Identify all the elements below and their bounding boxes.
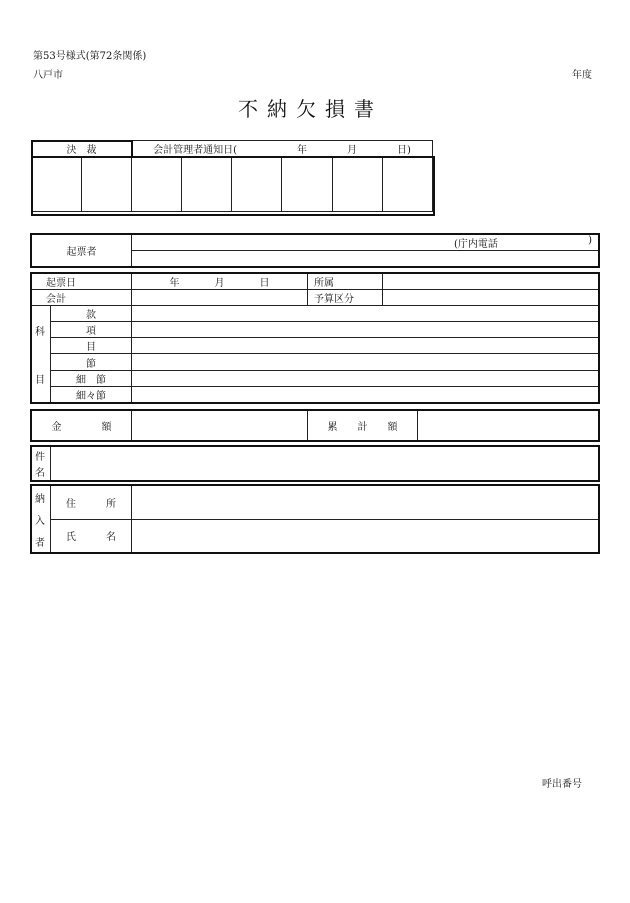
approval-cell[interactable] bbox=[332, 157, 382, 212]
drafter-label: 起票者 bbox=[32, 235, 132, 267]
budget-label: 予算区分 bbox=[308, 290, 383, 306]
phone-field[interactable] bbox=[132, 235, 599, 251]
amount-table bbox=[31, 410, 599, 441]
payer-char: 入 bbox=[35, 515, 45, 527]
subject-item-label: 細 節 bbox=[51, 370, 132, 386]
payer-char: 納 bbox=[35, 493, 45, 505]
decision-label: 決 裁 bbox=[32, 141, 132, 157]
accounting-field[interactable] bbox=[132, 290, 308, 306]
payer-char: 者 bbox=[35, 537, 45, 549]
name-field[interactable] bbox=[132, 519, 599, 553]
subject-field[interactable] bbox=[132, 354, 599, 370]
notice-date-label: 会計管理者通知日( 年 月 日) bbox=[132, 141, 433, 157]
approval-cell[interactable] bbox=[282, 157, 332, 212]
draft-date-field[interactable] bbox=[132, 274, 308, 290]
dept-field[interactable] bbox=[383, 274, 599, 290]
subject-field[interactable] bbox=[132, 386, 599, 402]
subject-field[interactable] bbox=[132, 306, 599, 322]
city-name: 八戸市 bbox=[33, 70, 63, 81]
subject-item-label: 項 bbox=[51, 322, 132, 338]
info-table bbox=[31, 273, 599, 403]
subject-item-label: 細々節 bbox=[51, 386, 132, 402]
matter-char: 名 bbox=[35, 468, 45, 480]
draft-date-label: 起票日 bbox=[32, 274, 132, 290]
address-label: 住 所 bbox=[51, 486, 132, 520]
subject-item-label: 目 bbox=[51, 338, 132, 354]
subject-char: 目 bbox=[35, 374, 45, 386]
phone-close: ) bbox=[588, 235, 592, 246]
approval-cell[interactable] bbox=[32, 157, 82, 212]
budget-field[interactable] bbox=[383, 290, 599, 306]
subject-char: 科 bbox=[35, 326, 45, 338]
subject-item-label: 節 bbox=[51, 354, 132, 370]
payer-header bbox=[32, 486, 51, 553]
amount-label: 金 額 bbox=[32, 411, 132, 441]
matter-field[interactable] bbox=[51, 447, 599, 481]
subject-item-label: 款 bbox=[51, 306, 132, 322]
decision-table bbox=[31, 140, 433, 212]
name-label: 氏 名 bbox=[51, 519, 132, 553]
subject-header bbox=[32, 306, 51, 403]
matter-table bbox=[31, 446, 599, 481]
call-number-label: 呼出番号 bbox=[542, 779, 582, 790]
approval-cell[interactable] bbox=[132, 157, 182, 212]
date-month: 月 bbox=[214, 278, 225, 289]
drafter-table bbox=[31, 234, 599, 267]
phone-label: (庁内電話 bbox=[454, 239, 498, 250]
fiscal-year-label: 年度 bbox=[572, 70, 592, 81]
approval-cell[interactable] bbox=[382, 157, 432, 212]
matter-char: 件 bbox=[35, 451, 45, 463]
drafter-field[interactable] bbox=[132, 251, 599, 267]
subject-field[interactable] bbox=[132, 370, 599, 386]
accounting-label: 会計 bbox=[32, 290, 132, 306]
date-year: 年 bbox=[169, 278, 180, 289]
date-day: 日 bbox=[259, 278, 270, 289]
form-number: 第53号様式(第72条関係) bbox=[33, 51, 147, 62]
matter-header bbox=[32, 447, 51, 481]
address-field[interactable] bbox=[132, 486, 599, 520]
approval-cell[interactable] bbox=[182, 157, 232, 212]
cumulative-field[interactable] bbox=[418, 411, 599, 441]
cumulative-label: 累 計 額 bbox=[308, 411, 418, 441]
subject-field[interactable] bbox=[132, 338, 599, 354]
dept-label: 所属 bbox=[308, 274, 383, 290]
page-title: 不納欠損書 bbox=[238, 97, 383, 121]
subject-field[interactable] bbox=[132, 322, 599, 338]
approval-cell[interactable] bbox=[82, 157, 132, 212]
payer-table bbox=[31, 485, 599, 553]
approval-cell[interactable] bbox=[232, 157, 282, 212]
amount-field[interactable] bbox=[132, 411, 308, 441]
